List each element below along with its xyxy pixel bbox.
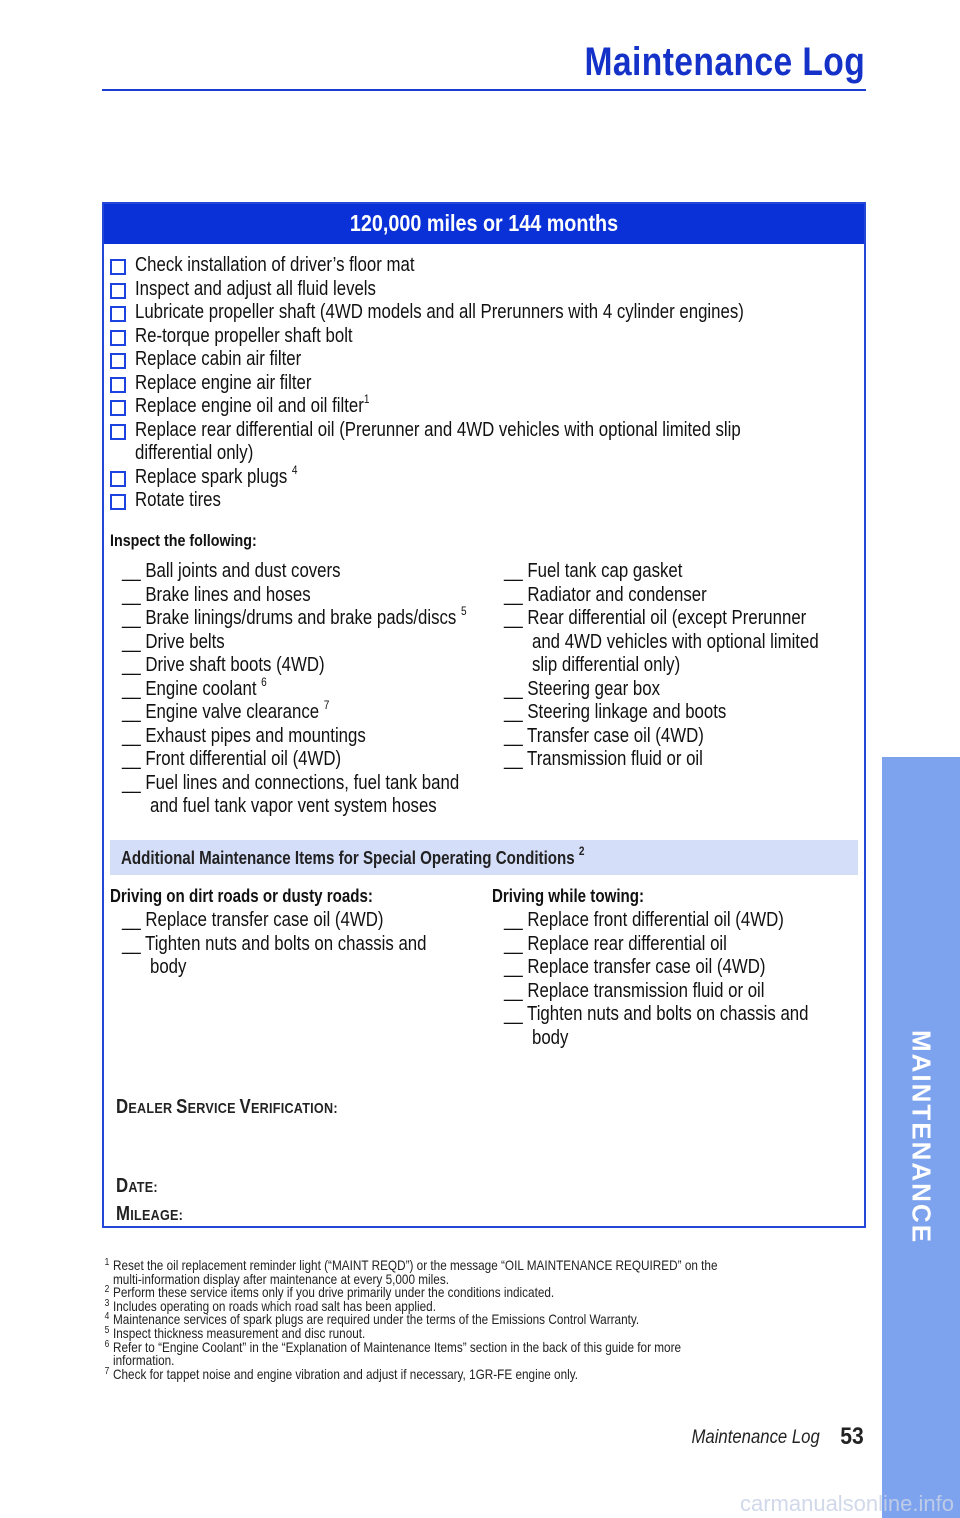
- inspect-item: [150, 795, 437, 819]
- task-text: Re-torque propeller shaft bolt: [135, 324, 353, 347]
- footnote-number: 2: [104, 1284, 110, 1296]
- inspect-item-text: __ Fuel tank cap gasket: [504, 560, 683, 582]
- inspect-item-text: __ Engine valve clearance: [122, 701, 324, 723]
- task-text: Lubricate propeller shaft (4WD models and all Prerunners with 4 cylinder engines): [135, 301, 744, 323]
- inspect-item: [504, 678, 660, 702]
- footnote-line: [104, 1338, 682, 1355]
- task-text: Check installation of driver’s floor mat: [135, 254, 415, 276]
- service-interval-box: [102, 202, 866, 1228]
- service-task: [135, 372, 312, 395]
- condition-item: [122, 909, 383, 933]
- date-label: DATE:: [116, 1175, 158, 1197]
- task-text: Rotate tires: [135, 489, 221, 511]
- inspect-item: [122, 698, 330, 725]
- task-checkbox[interactable]: [110, 353, 126, 369]
- footnote-ref: 7: [323, 698, 330, 712]
- service-task: [135, 254, 414, 277]
- footnote-number: 6: [104, 1338, 110, 1350]
- inspect-item-text: slip differential only): [532, 654, 681, 676]
- task-text: Replace cabin air filter: [135, 348, 302, 370]
- condition-item-text: __ Replace transmission fluid or oil: [504, 979, 765, 1002]
- condition-item-text: __ Tighten nuts and bolts on chassis and: [504, 1003, 809, 1025]
- inspect-item: [122, 725, 366, 749]
- footnote-text: Perform these service items only if you drive primarily under the conditions indicated.: [113, 1284, 555, 1301]
- section-tab-label: MAINTENANCE: [906, 1029, 937, 1245]
- task-text: Replace engine air filter: [135, 371, 312, 394]
- page-title: Maintenance Log: [584, 40, 865, 84]
- inspect-item: [122, 748, 341, 772]
- inspect-item-text: __ Fuel lines and connections, fuel tank band: [122, 771, 460, 794]
- inspect-item-text: __ Steering gear box: [504, 677, 660, 700]
- footnote-text: multi-information display after maintenance at every 5,000 miles.: [113, 1270, 449, 1287]
- inspect-item-text: __ Radiator and condenser: [504, 583, 707, 606]
- inspect-item: [532, 654, 680, 678]
- page-number: 53: [840, 1423, 864, 1450]
- interval-label: 120,000 miles or 144 months: [349, 210, 619, 236]
- task-checkbox[interactable]: [110, 306, 126, 322]
- inspect-item: [122, 604, 467, 631]
- task-checkbox[interactable]: [110, 330, 126, 346]
- footnote-text: Maintenance services of spark plugs are required under the terms of the Emissions Control Warranty.: [113, 1311, 640, 1328]
- inspect-item: [122, 584, 311, 608]
- footnote-ref: 6: [261, 674, 267, 689]
- footnote-ref: 1: [363, 392, 370, 406]
- inspect-item: [504, 560, 682, 584]
- task-checkbox[interactable]: [110, 424, 126, 440]
- condition-item-text: body: [532, 1026, 569, 1049]
- inspect-item-text: __ Exhaust pipes and mountings: [122, 724, 366, 747]
- task-text: Replace spark plugs: [135, 465, 292, 488]
- service-task: [135, 348, 301, 371]
- service-task: [135, 392, 370, 418]
- task-checkbox[interactable]: [110, 377, 126, 393]
- inspect-item-text: and fuel tank vapor vent system hoses: [150, 795, 437, 817]
- task-text: Replace rear differential oil (Prerunner and 4WD vehicles with optional limited slip: [135, 418, 741, 441]
- title-divider: [102, 89, 866, 91]
- footnote-number: 4: [104, 1311, 110, 1323]
- special-conditions-title: Additional Maintenance Items for Special Operating Conditions $^2$: [121, 844, 585, 868]
- inspect-item-text: __ Ball joints and dust covers: [122, 560, 341, 582]
- footnote-text: Check for tappet noise and engine vibration and adjust if necessary, 1GR-FE engine only.: [113, 1365, 579, 1382]
- condition-item: [122, 933, 426, 957]
- footnote-number: 3: [104, 1297, 110, 1309]
- condition-item: [504, 1003, 808, 1027]
- condition-item-text: __ Tighten nuts and bolts on chassis and: [122, 932, 427, 955]
- footnote-number: 7: [104, 1365, 110, 1377]
- dirt-roads-heading: Driving on dirt roads or dusty roads:: [110, 886, 373, 906]
- service-task: [135, 278, 376, 301]
- inspect-item-text: __ Front differential oil (4WD): [122, 748, 342, 770]
- footnote-line: [104, 1365, 579, 1382]
- service-task-continued: differential only): [135, 442, 254, 464]
- footnote-text: Includes operating on roads which road salt has been applied.: [113, 1297, 436, 1314]
- footnote-ref: 4: [291, 462, 298, 477]
- footnote-ref: 5: [460, 604, 467, 618]
- condition-item-text: __ Replace transfer case oil (4WD): [504, 956, 766, 978]
- task-checkbox[interactable]: [110, 259, 126, 275]
- footnote-text: Refer to “Engine Coolant” in the “Explanation of Maintenance Items” section in the back of this guide for more: [113, 1338, 682, 1355]
- footnote-number: 1: [104, 1257, 110, 1268]
- condition-item-text: body: [150, 956, 187, 978]
- service-task: [135, 301, 744, 324]
- service-task: [135, 419, 741, 442]
- inspect-item-text: __ Brake lines and hoses: [122, 583, 311, 606]
- footnote-text: Inspect thickness measurement and disc runout.: [113, 1325, 366, 1341]
- condition-item: [150, 956, 186, 980]
- special-conditions-band: [110, 840, 858, 875]
- condition-item: [532, 1027, 568, 1051]
- inspect-item: [504, 701, 726, 725]
- condition-item: [504, 956, 765, 980]
- condition-item-text: __ Replace transfer case oil (4WD): [122, 909, 384, 931]
- inspect-item: [504, 725, 704, 749]
- dealer-verification-label: DEALER SERVICE VERIFICATION:: [116, 1096, 338, 1118]
- service-task: [135, 325, 353, 348]
- inspect-item-text: __ Rear differential oil (except Prerunner: [504, 607, 807, 629]
- inspect-item-text: __ Transmission fluid or oil: [504, 748, 703, 770]
- inspect-item: [122, 560, 341, 584]
- inspect-item-text: __ Steering linkage and boots: [504, 701, 727, 723]
- task-checkbox[interactable]: [110, 283, 126, 299]
- task-checkbox[interactable]: [110, 471, 126, 487]
- service-task: [135, 462, 298, 489]
- inspect-item: [122, 654, 325, 678]
- task-text: Replace engine oil and oil filter: [135, 395, 364, 417]
- inspect-item-text: __ Transfer case oil (4WD): [504, 724, 704, 747]
- towing-heading: Driving while towing:: [492, 886, 645, 906]
- condition-item: [504, 909, 784, 933]
- footnote-number: 5: [104, 1325, 110, 1336]
- footnote-text: information.: [113, 1352, 175, 1369]
- mileage-label: MILEAGE:: [116, 1203, 184, 1225]
- condition-item-text: __ Replace rear differential oil: [504, 932, 727, 955]
- footnote-text: Reset the oil replacement reminder light (“MAINT REQD”) or the message “OIL MAINTENANCE REQUIRED” on the: [113, 1257, 718, 1273]
- footer-section-label: Maintenance Log: [691, 1427, 820, 1448]
- inspect-item-text: __ Brake linings/drums and brake pads/discs: [122, 607, 461, 629]
- inspect-item: [504, 607, 806, 631]
- interval-header: [104, 204, 864, 244]
- condition-item: [504, 980, 765, 1004]
- task-checkbox[interactable]: [110, 400, 126, 416]
- service-task: [135, 489, 221, 512]
- inspect-item-text: __ Engine coolant: [122, 677, 262, 700]
- section-tab: [882, 757, 960, 1518]
- watermark: carmanualsonline.info: [739, 1491, 954, 1516]
- inspect-item-text: __ Drive shaft boots (4WD): [122, 654, 325, 676]
- task-checkbox[interactable]: [110, 494, 126, 510]
- inspect-item-text: __ Drive belts: [122, 630, 225, 653]
- inspect-heading: Inspect the following:: [110, 531, 257, 550]
- inspect-item: [122, 631, 225, 655]
- inspect-item: [122, 674, 267, 702]
- task-text: Inspect and adjust all fluid levels: [135, 277, 376, 300]
- inspect-item: [532, 631, 819, 655]
- inspect-item-text: and 4WD vehicles with optional limited: [532, 630, 819, 653]
- condition-item: [504, 933, 727, 957]
- inspect-item: [504, 748, 703, 772]
- inspect-item: [122, 772, 459, 796]
- condition-item-text: __ Replace front differential oil (4WD): [504, 909, 784, 931]
- inspect-item: [504, 584, 707, 608]
